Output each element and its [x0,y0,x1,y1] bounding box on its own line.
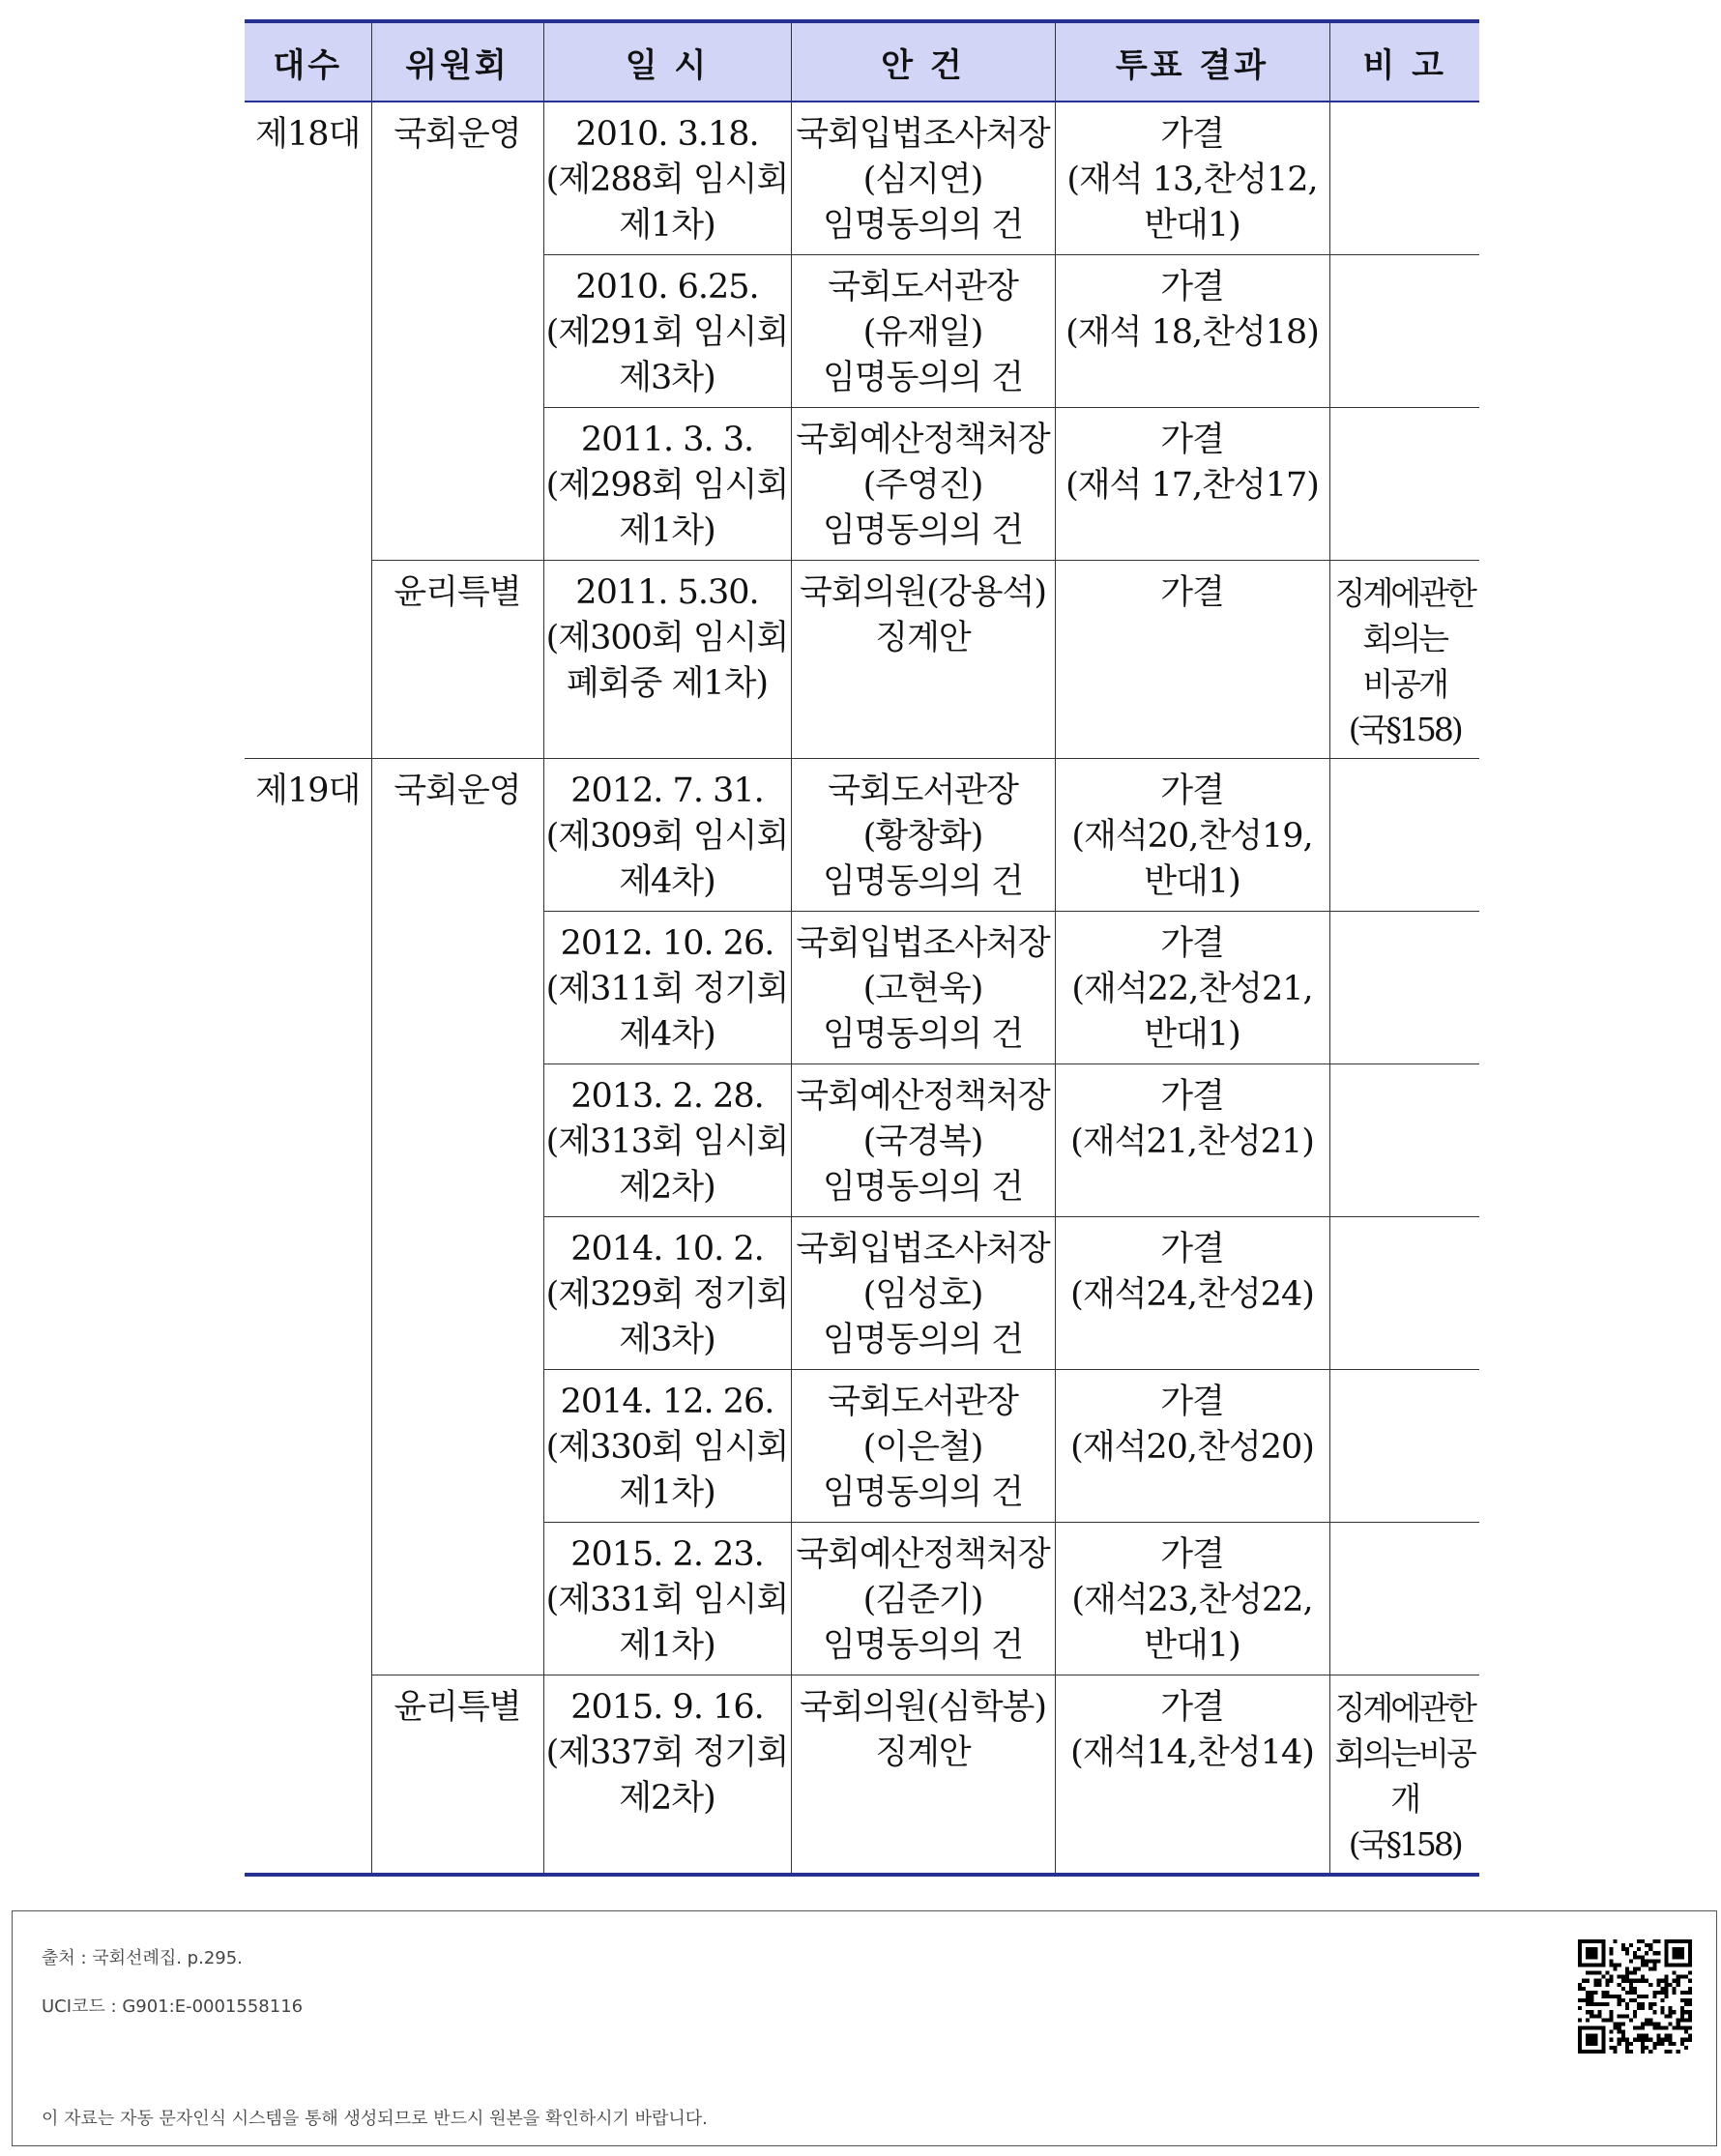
era-cell: 제19대 [245,759,371,1876]
date-cell-line: 제3차) [619,359,715,397]
vote-result-cell [1055,1370,1329,1523]
note-cell [1329,1064,1479,1217]
date-cell-line: 2015. 9. 16. [570,1688,764,1727]
precedent-table [245,19,1479,1877]
date-cell-line: (제331회 임시회 [545,1581,789,1619]
agenda-cell-line: 임명동의의 건 [823,1168,1023,1207]
date-cell-line: 제1차) [619,1626,715,1665]
vote-result-cell-line: (재석21,찬성21) [1070,1122,1314,1161]
date-cell-line: 제2차) [619,1779,715,1818]
vote-result-cell [1055,102,1329,255]
agenda-cell-line: 임명동의의 건 [823,206,1023,245]
date-cell-line: 제2차) [619,1168,715,1207]
date-cell-line: 제3차) [619,1321,715,1359]
vote-result-cell [1055,561,1329,759]
agenda-cell-line: 징계안 [875,619,971,657]
committee-cell: 국회운영 [371,759,543,1675]
agenda-cell-line: (유재일) [862,313,983,352]
committee-cell: 윤리특별 [371,561,543,759]
date-cell-line: 2011. 5.30. [575,573,759,612]
date-cell-line: 2011. 3. 3. [580,421,754,459]
agenda-cell-line: 국회예산정책처장 [796,421,1050,459]
agenda-cell-line: 임명동의의 건 [823,359,1023,397]
agenda-cell [791,1217,1055,1370]
footer-source: 출처 : 국회선례집. p.295. [42,1948,243,1968]
vote-result-cell-line: 가결 [1160,573,1224,612]
table-body [245,102,1479,1875]
agenda-cell-line: 국회도서관장 [828,268,1018,306]
note-cell-line: (국§158) [1348,1825,1461,1863]
table-row [245,1675,1479,1876]
agenda-cell-line: 임명동의의 건 [823,1473,1023,1512]
date-cell-line: (제298회 임시회 [545,466,789,505]
date-cell-line: (제311회 정기회 [545,970,789,1008]
date-cell-line: (제330회 임시회 [545,1428,789,1467]
date-cell [543,1370,791,1523]
header-note: 비 고 [1329,21,1479,102]
committee-cell: 윤리특별 [371,1675,543,1876]
date-cell-line: 2015. 2. 23. [570,1535,764,1574]
vote-result-cell-line: (재석20,찬성20) [1070,1428,1314,1467]
vote-result-cell-line: 반대1) [1144,1015,1240,1054]
header-committee: 위원회 [371,21,543,102]
vote-result-cell-line: 가결 [1160,772,1224,810]
date-cell-line: 제1차) [619,511,715,550]
date-cell-line: 2010. 6.25. [575,268,759,306]
agenda-cell-line: 임명동의의 건 [823,862,1023,901]
agenda-cell [791,1675,1055,1876]
note-cell-line: 비공개 [1362,665,1447,703]
agenda-cell-line: (심지연) [862,160,983,199]
agenda-cell-line: 국회의원(심학봉) [800,1688,1046,1727]
date-cell-line: 제4차) [619,862,715,901]
vote-result-cell-line: 가결 [1160,1383,1224,1421]
date-cell-line: 2013. 2. 28. [570,1077,764,1116]
agenda-cell-line: 국회입법조사처장 [796,115,1050,154]
date-cell-line: 2014. 12. 26. [560,1383,774,1421]
note-cell-line: (국§158) [1348,711,1461,748]
agenda-cell-line: 국회예산정책처장 [796,1077,1050,1116]
date-cell-line: (제309회 임시회 [545,817,789,856]
date-cell [543,1523,791,1675]
vote-result-cell-line: 가결 [1160,268,1224,306]
vote-result-cell [1055,912,1329,1064]
vote-result-cell-line: 가결 [1160,115,1224,154]
vote-result-cell [1055,1523,1329,1675]
agenda-cell-line: 국회도서관장 [828,1383,1018,1421]
vote-result-cell-line: (재석22,찬성21, [1071,970,1313,1008]
date-cell [543,255,791,408]
date-cell-line: (제300회 임시회 [545,619,789,657]
date-cell-line: 제4차) [619,1015,715,1054]
date-cell-line: (제329회 정기회 [545,1275,789,1314]
agenda-cell-line: (임성호) [862,1275,983,1314]
footer-box [12,1910,1717,2146]
agenda-cell-line: (황창화) [862,817,983,856]
note-cell [1329,102,1479,255]
note-cell [1329,1217,1479,1370]
agenda-cell-line: (고현욱) [862,970,983,1008]
date-cell-line: 2012. 7. 31. [570,772,764,810]
vote-result-cell-line: 가결 [1160,924,1224,963]
note-cell-line: 회의는 [1362,620,1447,657]
vote-result-cell [1055,1064,1329,1217]
note-cell [1329,759,1479,912]
agenda-cell [791,255,1055,408]
note-cell [1329,1675,1479,1876]
agenda-cell [791,1523,1055,1675]
vote-result-cell-line: 가결 [1160,421,1224,459]
agenda-cell-line: 국회예산정책처장 [796,1535,1050,1574]
note-cell [1329,1370,1479,1523]
date-cell-line: 제1차) [619,206,715,245]
agenda-cell-line: 징계안 [875,1734,971,1772]
agenda-cell-line: 임명동의의 건 [823,1321,1023,1359]
agenda-cell-line: 국회입법조사처장 [796,924,1050,963]
note-cell [1329,255,1479,408]
date-cell-line: 폐회중 제1차) [566,664,769,703]
date-cell [543,408,791,561]
vote-result-cell-line: 가결 [1160,1077,1224,1116]
agenda-cell-line: 국회의원(강용석) [800,573,1046,612]
vote-result-cell-line: (재석 13,찬성12, [1066,160,1318,199]
date-cell [543,1217,791,1370]
vote-result-cell-line: 반대1) [1144,1626,1240,1665]
note-cell-line: 회의는비공개 [1334,1734,1474,1818]
date-cell-line: 2012. 10. 26. [560,924,774,963]
footer-uci-code: UCI코드 : G901:E-0001558116 [42,1996,304,2017]
footer-notice: 이 자료는 자동 문자인식 시스템을 통해 생성되므로 반드시 원본을 확인하시기 바랍니다. [42,2109,708,2129]
date-cell-line: (제337회 정기회 [545,1734,789,1772]
agenda-cell-line: 임명동의의 건 [823,511,1023,550]
vote-result-cell-line: (재석24,찬성24) [1070,1275,1314,1314]
note-cell-line: 징계에관한 [1334,1689,1474,1727]
note-cell [1329,1523,1479,1675]
date-cell [543,561,791,759]
vote-result-cell-line: 가결 [1160,1535,1224,1574]
agenda-cell-line: 국회입법조사처장 [796,1230,1050,1268]
vote-result-cell-line: (재석14,찬성14) [1070,1734,1314,1772]
date-cell-line: (제313회 임시회 [545,1122,789,1161]
date-cell [543,912,791,1064]
qr-code-icon [1578,1939,1692,2054]
vote-result-cell [1055,759,1329,912]
date-cell [543,1064,791,1217]
agenda-cell-line: (국경복) [862,1122,983,1161]
committee-cell: 국회운영 [371,102,543,561]
header-era: 대수 [245,21,371,102]
note-cell [1329,408,1479,561]
vote-result-cell-line: (재석 18,찬성18) [1065,313,1319,352]
agenda-cell-line: 국회도서관장 [828,772,1018,810]
agenda-cell [791,408,1055,561]
date-cell-line: 제1차) [619,1473,715,1512]
date-cell-line: 2010. 3.18. [575,115,759,154]
agenda-cell [791,1370,1055,1523]
agenda-cell-line: 임명동의의 건 [823,1015,1023,1054]
vote-result-cell [1055,1217,1329,1370]
vote-result-cell-line: (재석20,찬성19, [1071,817,1313,856]
header-row [245,21,1479,102]
agenda-cell [791,1064,1055,1217]
agenda-cell-line: (주영진) [862,466,983,505]
date-cell-line: (제291회 임시회 [545,313,789,352]
date-cell-line: (제288회 임시회 [545,160,789,199]
agenda-cell-line: (김준기) [862,1581,983,1619]
vote-result-cell-line: 반대1) [1144,862,1240,901]
date-cell [543,1675,791,1876]
agenda-cell [791,561,1055,759]
vote-result-cell-line: 가결 [1160,1230,1224,1268]
agenda-cell-line: (이은철) [862,1428,983,1467]
note-cell-line: 징계에관한 [1334,574,1474,612]
vote-result-cell-line: 반대1) [1144,206,1240,245]
date-cell [543,759,791,912]
table-row [245,759,1479,912]
era-cell: 제18대 [245,102,371,759]
date-cell [543,102,791,255]
table-row [245,561,1479,759]
header-agenda: 안 건 [791,21,1055,102]
header-vote-result: 투표 결과 [1055,21,1329,102]
agenda-cell-line: 임명동의의 건 [823,1626,1023,1665]
header-date: 일 시 [543,21,791,102]
vote-result-cell-line: (재석23,찬성22, [1071,1581,1313,1619]
vote-result-cell [1055,1675,1329,1876]
table-row [245,102,1479,255]
vote-result-cell-line: (재석 17,찬성17) [1065,466,1319,505]
date-cell-line: 2014. 10. 2. [570,1230,764,1268]
vote-result-cell [1055,408,1329,561]
note-cell [1329,912,1479,1064]
vote-result-cell [1055,255,1329,408]
agenda-cell [791,912,1055,1064]
vote-result-cell-line: 가결 [1160,1688,1224,1727]
note-cell [1329,561,1479,759]
agenda-cell [791,102,1055,255]
agenda-cell [791,759,1055,912]
